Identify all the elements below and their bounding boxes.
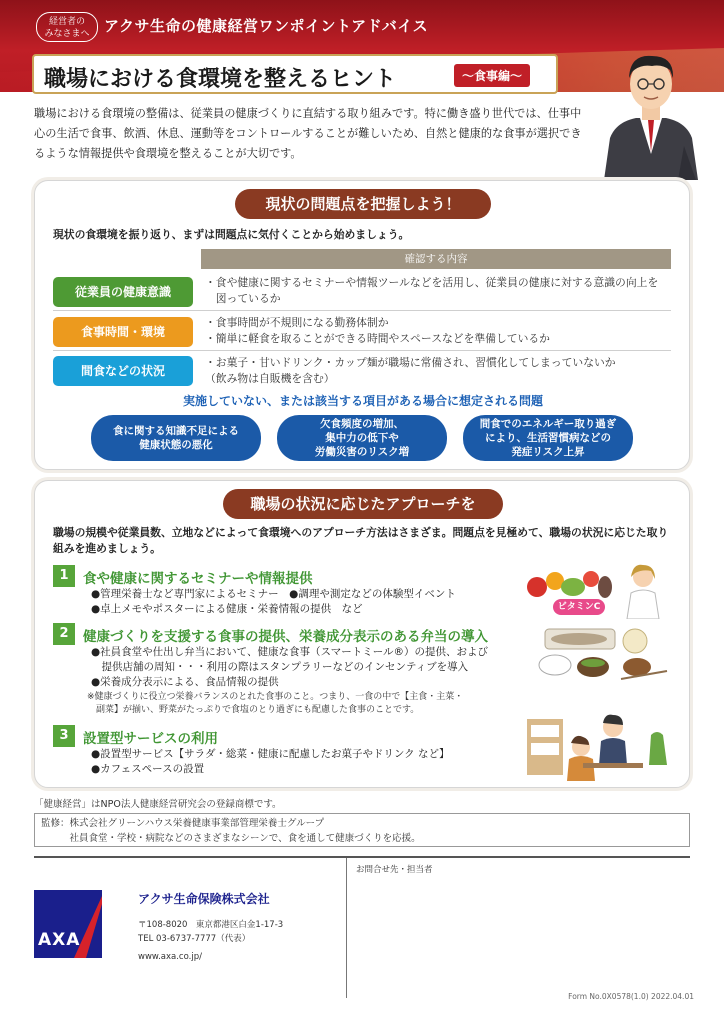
row-text	[205, 315, 671, 347]
check-header: 確認する内容	[201, 249, 671, 269]
problem-panel	[34, 180, 690, 470]
check-row-snack	[53, 353, 671, 389]
page-title: 職場における食環境を整えるヒント	[44, 67, 397, 92]
supervision-box	[34, 813, 690, 847]
problem-lead: 現状の食環境を振り返り、まずは問題点に気付くことから始めましょう。	[53, 228, 410, 241]
badge-line2: みなさまへ	[44, 29, 90, 39]
bubble-line3: 労働災害のリスク増	[314, 446, 410, 458]
problem-bubble	[277, 415, 447, 461]
item-bullet: ●カフェスペースの設置	[91, 763, 205, 775]
row-text-line1: ・食事時間が不規則になる勤務体制か	[205, 316, 389, 329]
company-tel: TEL 03-6737-7777（代表）	[138, 934, 251, 944]
row-text-line1: ・食や健康に関するセミナーや情報ツールなどを活用し、従業員の健康に対する意識の向上を	[205, 276, 659, 289]
meal-set-illustration	[531, 625, 671, 681]
bubble-line1: 食に関する知識不足による	[113, 425, 239, 437]
approach-lead: 職場の規模や従業員数、立地などによって食環境へのアプローチ方法はさまざま。問題点を見極めて、職場の状況に応じた取り組みを進めましょう。	[53, 526, 669, 555]
problem-heading: 現状の問題点を把握しよう！	[235, 189, 491, 219]
company-name: アクサ生命保険株式会社	[138, 892, 270, 906]
supervision-line1: 監修：株式会社グリーンハウス栄養健康事業部管理栄養士グループ	[41, 818, 325, 829]
businessman-illustration	[596, 34, 706, 180]
intro-text: 職場における食環境の整備は、従業員の健康づくりに直結する取り組みです。特に働き盛り世代では、仕事中心の生活で食事、飲酒、休息、運動等をコントロールすることが難しいため、自然と健康的な食事が選択できるような情報提供や食環境を整えることが大切です。	[34, 107, 582, 160]
item-bullet: ●管理栄養士など専門家によるセミナー ●調理や測定などの体験型イベント	[91, 588, 456, 600]
item-bullet: ●栄養成分表示による、食品情報の提供	[91, 676, 279, 688]
item-bullet: ●卓上メモやポスターによる健康・栄養情報の提供 など	[91, 603, 363, 615]
item-number: 2	[53, 623, 75, 645]
contact-label: お問合せ先・担当者	[356, 865, 433, 875]
row-label: 従業員の健康意識	[53, 277, 193, 307]
row-label: 間食などの状況	[53, 356, 193, 386]
row-text-line1: ・お菓子・甘いドリンク・カップ麺が職場に常備され、習慣化してしまっていないか	[205, 356, 616, 369]
item-number: 1	[53, 565, 75, 587]
problem-bubble	[463, 415, 633, 461]
footer-divider	[34, 856, 690, 858]
company-url[interactable]: www.axa.co.jp/	[138, 952, 202, 962]
page-subtitle: 〜食事編〜	[454, 64, 530, 87]
item-title: 設置型サービスの利用	[83, 731, 218, 747]
row-text-line2: 図っているか	[205, 292, 281, 305]
axa-logo-text: AXA	[38, 930, 81, 950]
bubble-line1: 間食でのエネルギー取り過ぎ	[479, 418, 617, 430]
bubble-line2: 集中力の低下や	[325, 432, 399, 444]
item-number: 3	[53, 725, 75, 747]
assumed-problems-heading: 実施していない、または該当する項目がある場合に想定される問題	[182, 394, 543, 408]
item-title: 食や健康に関するセミナーや情報提供	[83, 571, 313, 587]
item-note: ※健康づくりに役立つ栄養バランスのとれた食事のこと。つまり、一食の中で【主食・主菜・	[87, 692, 464, 702]
series-title: アクサ生命の健康経営ワンポイントアドバイス	[104, 17, 429, 35]
row-label: 食事時間・環境	[53, 317, 193, 347]
cafe-space-illustration	[527, 705, 673, 781]
approach-panel	[34, 480, 690, 788]
form-number: Form No.0X0578(1.0) 2022.04.01	[568, 992, 694, 1001]
vitamin-c-label: ビタミンC	[553, 599, 605, 615]
check-row-mealtime	[53, 313, 671, 351]
item-note: 副菜】が揃い、野菜がたっぷりで食塩のとり過ぎにも配慮した食事のことです。	[87, 705, 420, 715]
axa-logo	[34, 890, 102, 958]
problem-bubble	[91, 415, 261, 461]
bubble-line2: 健康状態の悪化	[139, 439, 213, 451]
item-bullet: ●社員食堂や仕出し弁当において、健康な食事（スマートミール®）の提供、および	[91, 646, 489, 658]
bubble-line2: により、生活習慣病などの	[485, 432, 611, 444]
approach-heading: 職場の状況に応じたアプローチを	[223, 489, 503, 519]
bubble-line3: 発症リスク上昇	[511, 446, 585, 458]
row-text-line2: （飲み物は自販機を含む）	[205, 372, 335, 385]
audience-badge	[36, 12, 98, 42]
title-box	[32, 54, 558, 94]
item-title: 健康づくりを支援する食事の提供、栄養成分表示のある弁当の導入	[83, 629, 488, 645]
row-text	[205, 355, 671, 387]
row-text-line2: ・簡単に軽食を取ることができる時間やスペースなどを準備しているか	[205, 332, 550, 345]
company-address: 〒108-8020 東京都港区白金1-17-3	[138, 920, 284, 930]
badge-line1: 経営者の	[48, 17, 85, 27]
footer-vertical-divider	[346, 858, 347, 998]
trademark-note: 「健康経営」はNPO法人健康経営研究会の登録商標です。	[34, 799, 282, 810]
row-text	[205, 275, 671, 307]
check-row-health	[53, 273, 671, 311]
bubble-line1: 欠食頻度の増加、	[319, 418, 404, 430]
item-bullet: 提供店舗の周知・・・利用の際はスタンプラリーなどのインセンティブを導入	[91, 661, 469, 673]
item-bullet: ●設置型サービス【サラダ・総菜・健康に配慮したお菓子やドリンク など】	[91, 748, 450, 760]
supervision-line2: 社員食堂・学校・病院などのさまざまなシーンで、食を通して健康づくりを応援。	[41, 833, 421, 844]
